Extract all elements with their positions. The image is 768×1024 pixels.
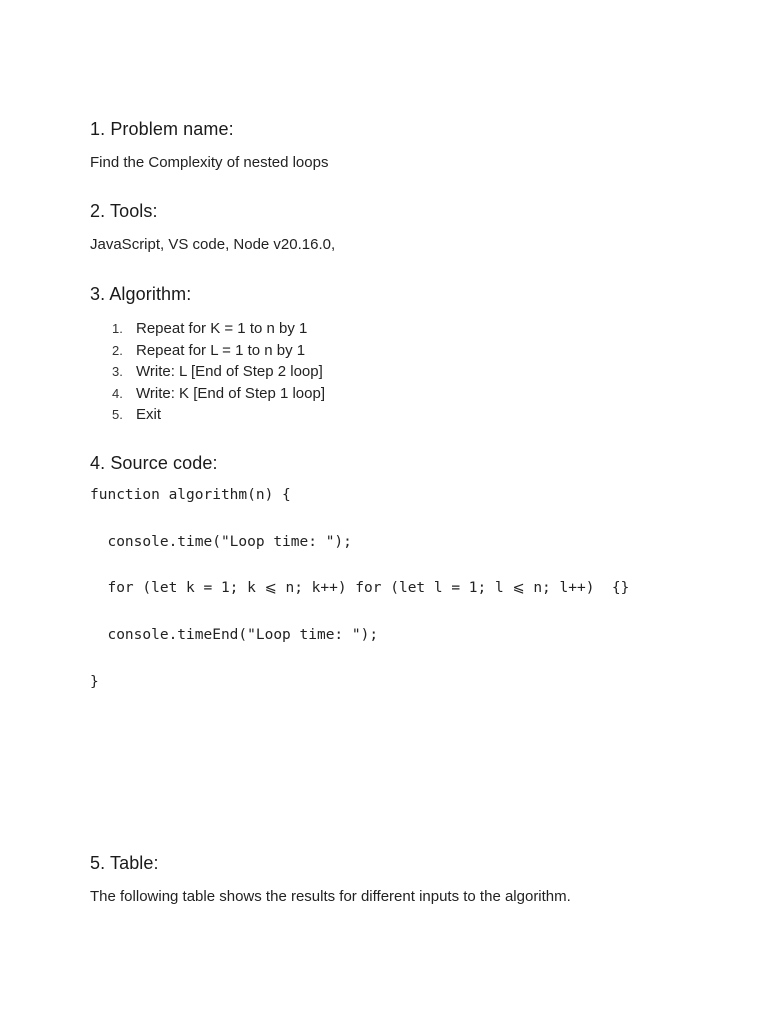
algorithm-heading: 3. Algorithm: <box>90 284 192 304</box>
step-number: 1. <box>112 321 123 336</box>
algorithm-step <box>112 318 325 340</box>
step-text: Repeat for L = 1 to n by 1 <box>136 341 306 359</box>
algorithm-step <box>112 340 325 362</box>
source-code-heading: 4. Source code: <box>90 453 218 473</box>
code-line: } <box>90 674 99 690</box>
table-description: The following table shows the results for different inputs to the algorithm. <box>90 888 571 905</box>
step-text: Write: K [End of Step 1 loop] <box>136 384 325 402</box>
tools-heading: 2. Tools: <box>90 201 158 221</box>
step-number: 2. <box>112 342 123 358</box>
step-number: 3. <box>112 364 123 379</box>
step-text: Write: L [End of Step 2 loop] <box>136 363 323 380</box>
step-number: 5. <box>112 407 123 422</box>
step-number: 4. <box>112 385 123 401</box>
table-heading: 5. Table: <box>90 853 159 873</box>
tools-text: JavaScript, VS code, Node v20.16.0, <box>90 236 336 253</box>
code-line: function algorithm(n) { <box>90 487 291 503</box>
algorithm-steps-list <box>112 318 325 426</box>
step-text: Repeat for K = 1 to n by 1 <box>136 320 308 337</box>
step-text: Exit <box>136 406 162 423</box>
code-line: console.timeEnd("Loop time: "); <box>90 627 379 643</box>
problem-name-text: Find the Complexity of nested loops <box>90 154 329 171</box>
code-line: for (let k = 1; k ⩽ n; k++) for (let l = 1; l ⩽ n; l++) {} <box>90 580 630 596</box>
algorithm-step <box>112 383 325 405</box>
algorithm-step <box>112 404 325 426</box>
problem-name-heading: 1. Problem name: <box>90 119 234 139</box>
algorithm-step <box>112 361 325 383</box>
code-line: console.time("Loop time: "); <box>90 534 352 550</box>
